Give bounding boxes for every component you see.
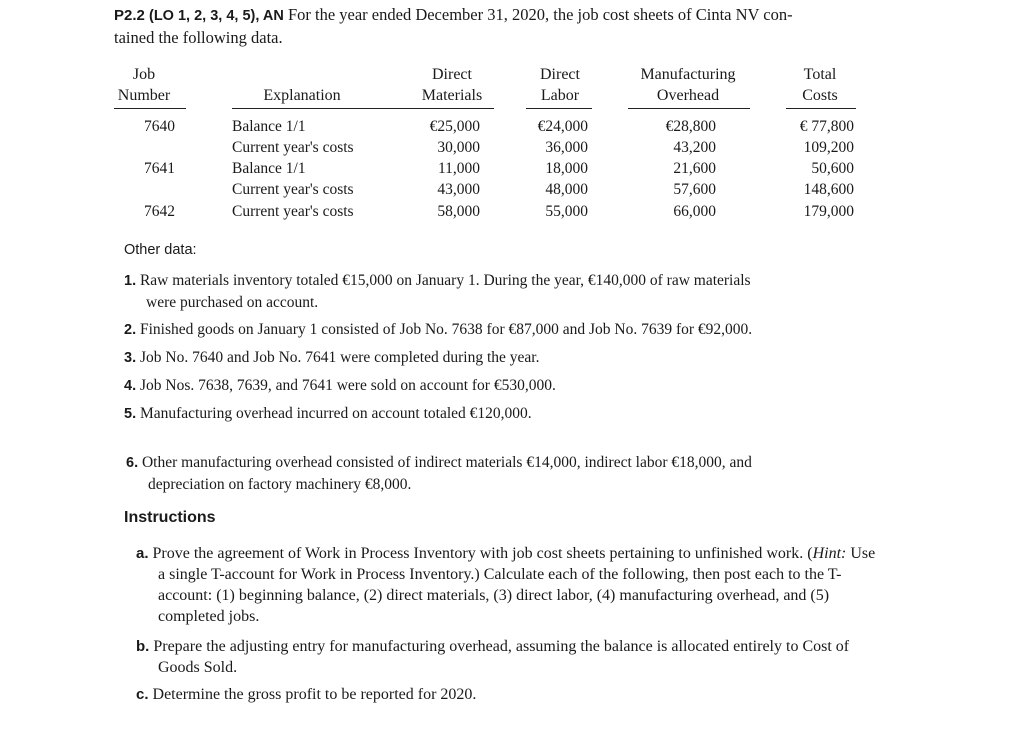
table-row-1-dl: €24,000 — [537, 118, 588, 135]
header-rule-dm — [412, 108, 494, 109]
learning-objectives: (LO 1, 2, 3, 4, 5), AN — [148, 8, 284, 24]
table-row-3-total: 50,600 — [811, 160, 854, 177]
table-row-3-mo: 21,600 — [673, 160, 716, 177]
header-job-number: Job Number — [117, 66, 171, 104]
job-cost-table — [114, 64, 874, 234]
table-row-2-mo: 43,200 — [673, 139, 716, 156]
table-row-2-explanation: Current year's costs — [232, 139, 354, 156]
table-row-3-dm: 11,000 — [437, 160, 480, 177]
table-row-5-explanation: Current year's costs — [232, 203, 354, 220]
problem-intro-cont: tained the following data. — [114, 28, 283, 47]
instruction-c: c. Determine the gross profit to be reported for 2020. — [136, 686, 477, 703]
problem-intro: For the year ended December 31, 2020, the job cost sheets of Cinta NV con- — [287, 5, 793, 24]
table-row-3-dl: 18,000 — [545, 160, 588, 177]
table-row-5-dl: 55,000 — [545, 203, 588, 220]
other-data-label: Other data: — [124, 242, 197, 258]
header-rule-dl — [526, 108, 592, 109]
header-total-costs: Total Costs — [802, 66, 838, 104]
table-row-2-dl: 36,000 — [545, 139, 588, 156]
table-row-1-dm: €25,000 — [429, 118, 480, 135]
table-row-4-dm: 43,000 — [437, 181, 480, 198]
list-item-5: 5. Manufacturing overhead incurred on account totaled €120,000. — [124, 405, 532, 422]
list-item-2: 2. Finished goods on January 1 consisted of Job No. 7638 for €87,000 and Job No. 7639 for €92,000. — [124, 321, 753, 338]
table-row-3-job: 7641 — [144, 160, 175, 177]
problem-number: P2.2 — [114, 7, 145, 24]
header-direct-labor: Direct Labor — [540, 66, 580, 104]
table-row-2-dm: 30,000 — [437, 139, 480, 156]
header-rule-mo — [628, 108, 750, 109]
problem-header — [114, 4, 874, 49]
table-row-1-explanation: Balance 1/1 — [232, 118, 306, 135]
header-manufacturing-overhead: Manufacturing Overhead — [640, 66, 736, 104]
table-row-5-total: 179,000 — [803, 203, 854, 220]
table-row-5-mo: 66,000 — [673, 203, 716, 220]
instruction-b: b. Prepare the adjusting entry for manufacturing overhead, assuming the balance is allocated entirely to Cost of Goods Sold. — [136, 638, 850, 676]
header-rule-tc — [786, 108, 856, 109]
list-item-4: 4. Job Nos. 7638, 7639, and 7641 were sold on account for €530,000. — [124, 377, 556, 394]
table-row-5-job: 7642 — [144, 203, 175, 220]
table-row-5-dm: 58,000 — [437, 203, 480, 220]
list-item-1: 1. Raw materials inventory totaled €15,000 on January 1. During the year, €140,000 of raw materials were purchased on account. — [124, 272, 751, 311]
list-item-6: 6. Other manufacturing overhead consisted of indirect materials €14,000, indirect labor €18,000, and depreciation on factory machinery €8,000. — [126, 454, 752, 493]
list-item-3: 3. Job No. 7640 and Job No. 7641 were completed during the year. — [124, 349, 540, 366]
table-row-1-job: 7640 — [144, 118, 175, 135]
table-row-4-mo: 57,600 — [673, 181, 716, 198]
instruction-a: a. Prove the agreement of Work in Process Inventory with job cost sheets pertaining to unfinished work. (Hint: Use a single T-account for Work in Process Inventory.) Calculate each of the following, then post each to the T-account: (1) beginning balance, (2) direct materials, (3) direct labor, (4) manufacturing overhead, and (5) completed jobs. — [136, 545, 876, 625]
header-rule-job — [114, 108, 186, 109]
table-row-4-explanation: Current year's costs — [232, 181, 354, 198]
table-row-2-total: 109,200 — [803, 139, 854, 156]
table-row-1-total: € 77,800 — [799, 118, 854, 135]
header-explanation: Explanation — [263, 87, 341, 104]
table-row-3-explanation: Balance 1/1 — [232, 160, 306, 177]
table-row-4-total: 148,600 — [803, 181, 854, 198]
instructions-title: Instructions — [124, 509, 216, 526]
header-direct-materials: Direct Materials — [421, 66, 483, 104]
table-row-4-dl: 48,000 — [545, 181, 588, 198]
table-row-1-mo: €28,800 — [665, 118, 716, 135]
